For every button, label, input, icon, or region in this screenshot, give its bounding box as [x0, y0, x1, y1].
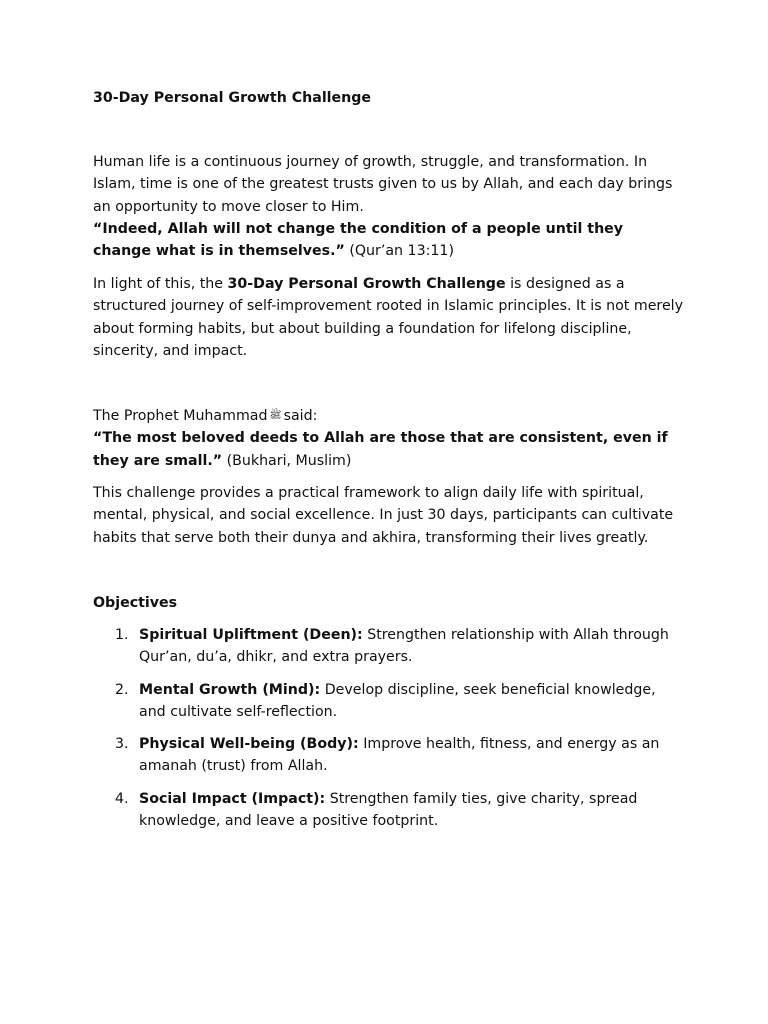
objective-text: Strengthen family ties, give charity, spread knowledge, and leave a positive footprint. — [139, 790, 638, 830]
framework-paragraph — [93, 482, 683, 549]
quran-quote: “Indeed, Allah will not change the condition of a people until they change what is in themselves.” — [93, 220, 624, 260]
objective-label: Spiritual Upliftment (Deen): — [139, 627, 363, 643]
purpose-highlight: 30-Day Personal Growth Challenge — [227, 276, 506, 292]
objective-text: Develop discipline, seek beneficial knowledge, and cultivate self-reflection. — [139, 681, 656, 720]
purpose-lead: In light of this, the — [93, 276, 224, 292]
objective-item — [93, 679, 683, 724]
hadith-lead: The Prophet Muhammad — [93, 408, 268, 424]
objective-text: Strengthen relationship with Allah through Qur’an, du’a, dhikr, and extra prayers. — [139, 627, 669, 666]
objective-item — [93, 788, 683, 833]
objective-number: 3. — [115, 736, 129, 753]
objective-label: Social Impact (Impact): — [139, 790, 326, 807]
document-title: 30-Day Personal Growth Challenge — [93, 90, 372, 106]
hadith-paragraph — [93, 405, 683, 472]
objective-item — [93, 624, 683, 669]
hadith-citation: (Bukhari, Muslim) — [226, 452, 352, 469]
objective-number: 1. — [115, 627, 129, 643]
framework-text: This challenge provides a practical framework to align daily life with spiritual, mental, physical, and social excellence. In just 30 days, participants can cultivate habits that serve both their dunya and akhira, transforming their lives greatly. — [93, 485, 674, 546]
salawat-symbol: ﷺ — [269, 410, 282, 421]
objectives-list — [93, 624, 683, 842]
quran-citation: (Qur’an 13:11) — [349, 243, 454, 260]
purpose-rest: is designed as a structured journey of self-improvement rooted in Islamic principles. It is not merely about forming habits, but about building a foundation for lifelong discipline, sincerity, and impact. — [93, 276, 684, 359]
intro-paragraph — [93, 151, 683, 262]
objectives-heading: Objectives — [93, 595, 178, 611]
intro-text: Human life is a continuous journey of growth, struggle, and transformation. In Islam, time is one of the greatest trusts given to us by Allah, and each day brings an opportunity to move closer to Him. — [93, 154, 673, 215]
objective-label: Physical Well-being (Body): — [139, 736, 359, 753]
objective-item — [93, 733, 683, 778]
hadith-quote: “The most beloved deeds to Allah are those that are consistent, even if they are small.” — [93, 430, 668, 469]
hadith-lead-end: said: — [283, 408, 318, 424]
objective-number: 4. — [115, 790, 129, 807]
document-page — [93, 0, 683, 1024]
objective-number: 2. — [115, 681, 129, 698]
objective-label: Mental Growth (Mind): — [139, 681, 321, 698]
objective-text: Improve health, fitness, and energy as an amanah (trust) from Allah. — [139, 736, 660, 775]
purpose-paragraph — [93, 273, 683, 362]
